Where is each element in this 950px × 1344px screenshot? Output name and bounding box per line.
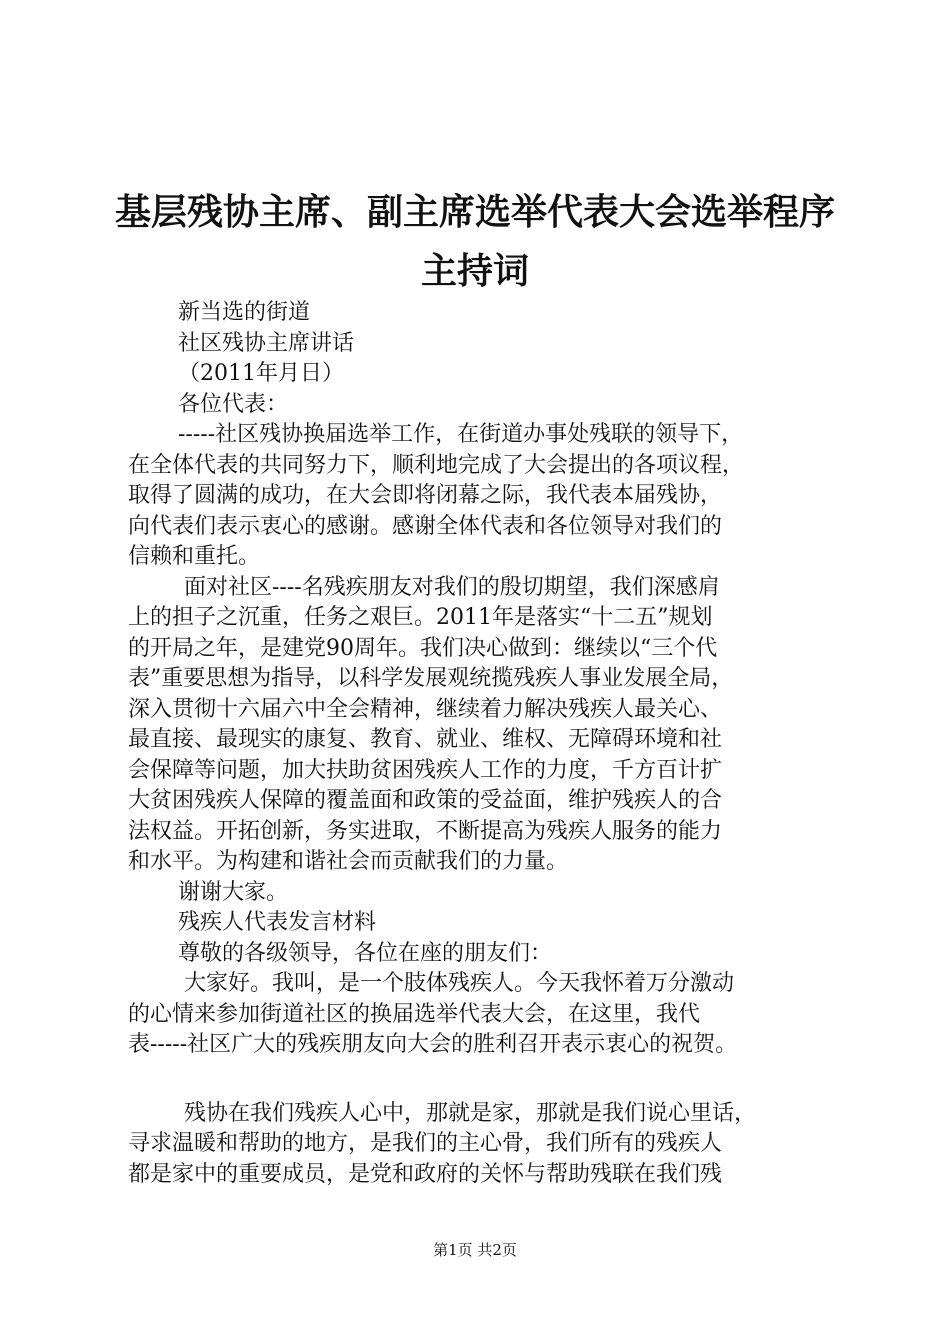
text-line: 残疾人代表发言材料 bbox=[178, 910, 377, 935]
document-title: 基层残协主席、副主席选举代表大会选举程序 bbox=[114, 191, 835, 233]
text-line: 都是家中的重要成员，是党和政府的关怀与帮助残联在我们残 bbox=[128, 1161, 723, 1187]
text-line: 在全体代表的共同努力下，顺利地完成了大会提出的各项议程， bbox=[128, 452, 745, 478]
blank-line bbox=[128, 1061, 828, 1099]
text-line: 新当选的街道 bbox=[178, 300, 311, 325]
text-line: 表”重要思想为指导，以科学发展观统揽残疾人事业发展全局， bbox=[128, 666, 734, 691]
text-line: 大家好。我叫，是一个肢体残疾人。今天我怀着万分激动 bbox=[184, 971, 735, 996]
text-line: 最直接、最现实的康复、教育、就业、维权、无障碍环境和社 bbox=[128, 727, 723, 752]
text-line: 深入贯彻十六届六中全会精神，继续着力解决残疾人最关心、 bbox=[128, 696, 723, 722]
text-line: 会保障等问题，加大扶助贫困残疾人工作的力度，千方百计扩 bbox=[128, 757, 723, 783]
text-line: 尊敬的各级领导，各位在座的朋友们： bbox=[178, 940, 553, 966]
text-line: -----社区残协换届选举工作，在街道办事处残联的领导下， bbox=[178, 422, 744, 447]
text-line: 法权益。开拓创新，务实进取，不断提高为残疾人服务的能力 bbox=[128, 818, 723, 844]
text-line: 表-----社区广大的残疾朋友向大会的胜利召开表示衷心的祝贺。 bbox=[128, 1032, 738, 1057]
text-line: 的开局之年，是建党90周年。我们决心做到：继续以“三个代 bbox=[128, 635, 718, 661]
text-line: 社区残协主席讲话 bbox=[178, 330, 355, 356]
text-line: 谢谢大家。 bbox=[178, 879, 289, 905]
text-line: 面对社区----名残疾朋友对我们的殷切期望，我们深感肩 bbox=[184, 574, 720, 600]
text-line: 各位代表： bbox=[178, 391, 289, 417]
page-footer: 第1页 共2页 bbox=[433, 1241, 517, 1259]
document-body bbox=[128, 298, 828, 1190]
text-line: 和水平。为构建和谐社会而贡献我们的力量。 bbox=[128, 849, 569, 874]
text-line: 上的担子之沉重，任务之艰巨。2011年是落实“十二五”规划 bbox=[128, 605, 713, 630]
text-line: 向代表们表示衷心的感谢。感谢全体代表和各位领导对我们的 bbox=[128, 513, 723, 539]
text-line: 大贫困残疾人保障的覆盖面和政策的受益面，维护残疾人的合 bbox=[128, 788, 723, 813]
text-line: 寻求温暖和帮助的地方，是我们的主心骨，我们所有的残疾人 bbox=[128, 1131, 723, 1156]
text-line: 信赖和重托。 bbox=[128, 544, 261, 569]
document-title-continued: 主持词 bbox=[420, 250, 529, 292]
text-line: 残协在我们残疾人心中，那就是家，那就是我们说心里话， bbox=[184, 1100, 757, 1126]
text-line: （2011年月日） bbox=[178, 361, 344, 386]
text-line: 的心情来参加街道社区的换届选举代表大会，在这里，我代 bbox=[128, 1001, 701, 1027]
text-line: 取得了圆满的成功，在大会即将闭幕之际，我代表本届残协， bbox=[128, 483, 723, 508]
